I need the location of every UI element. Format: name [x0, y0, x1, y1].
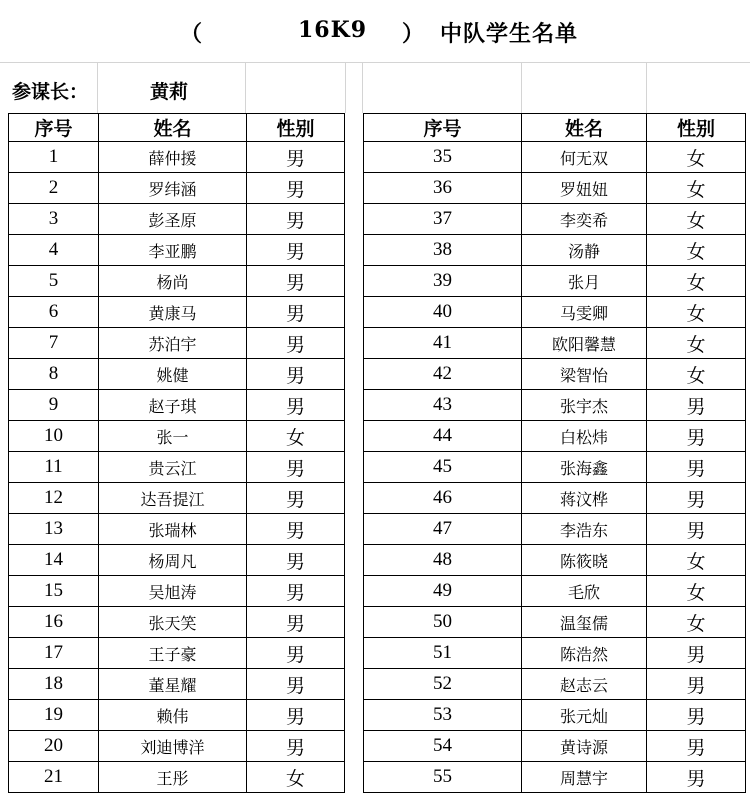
- student-name: 汤静: [522, 235, 647, 266]
- student-gender: 女: [647, 142, 746, 173]
- student-name: 薛仲援: [99, 142, 247, 173]
- title-class-code: 16K9: [298, 17, 368, 43]
- student-name: 赖伟: [99, 700, 247, 731]
- student-number: 14: [9, 545, 99, 576]
- student-name: 吴旭涛: [99, 576, 247, 607]
- student-number: 2: [9, 173, 99, 204]
- table-row: [9, 142, 345, 173]
- student-number: 7: [9, 328, 99, 359]
- student-name: 贵云江: [99, 452, 247, 483]
- student-gender: 女: [647, 545, 746, 576]
- title-paren-left: （: [180, 21, 204, 47]
- student-gender: 男: [247, 266, 345, 297]
- table-row: [364, 266, 746, 297]
- table-row: [364, 762, 746, 793]
- student-number: 9: [9, 390, 99, 421]
- student-name: 张宇杰: [522, 390, 647, 421]
- table-row: [9, 514, 345, 545]
- student-gender: 女: [647, 297, 746, 328]
- table-row: [364, 700, 746, 731]
- table-row: [9, 204, 345, 235]
- student-gender: 男: [647, 731, 746, 762]
- student-name: 张元灿: [522, 700, 647, 731]
- table-row: [364, 452, 746, 483]
- table-row: [9, 638, 345, 669]
- student-name: 黄诗源: [522, 731, 647, 762]
- student-gender: 男: [647, 762, 746, 793]
- student-name: 周慧宇: [522, 762, 647, 793]
- student-name: 赵子琪: [99, 390, 247, 421]
- student-name: 李奕希: [522, 204, 647, 235]
- student-number: 17: [9, 638, 99, 669]
- student-gender: 男: [647, 452, 746, 483]
- student-name: 王彤: [99, 762, 247, 793]
- student-gender: 男: [647, 669, 746, 700]
- student-gender: 男: [247, 514, 345, 545]
- student-number: 20: [9, 731, 99, 762]
- student-name: 罗妞妞: [522, 173, 647, 204]
- student-gender: 女: [647, 576, 746, 607]
- student-number: 21: [9, 762, 99, 793]
- student-number: 54: [364, 731, 522, 762]
- student-name: 张瑞林: [99, 514, 247, 545]
- student-gender: 男: [247, 483, 345, 514]
- student-gender: 男: [247, 359, 345, 390]
- student-name: 刘迪博洋: [99, 731, 247, 762]
- student-gender: 男: [247, 297, 345, 328]
- header-row: [364, 114, 746, 142]
- student-number: 3: [9, 204, 99, 235]
- student-number: 6: [9, 297, 99, 328]
- student-number: 12: [9, 483, 99, 514]
- student-name: 陈筱晓: [522, 545, 647, 576]
- student-gender: 男: [647, 421, 746, 452]
- title-paren-right: ）: [402, 21, 426, 47]
- student-name: 王子豪: [99, 638, 247, 669]
- student-gender: 女: [647, 359, 746, 390]
- student-name: 张海鑫: [522, 452, 647, 483]
- student-name: 张天笑: [99, 607, 247, 638]
- student-number: 35: [364, 142, 522, 173]
- student-gender: 女: [647, 204, 746, 235]
- student-name: 杨周凡: [99, 545, 247, 576]
- student-name: 李浩东: [522, 514, 647, 545]
- student-name: 欧阳馨慧: [522, 328, 647, 359]
- student-gender: 男: [247, 545, 345, 576]
- student-gender: 男: [247, 669, 345, 700]
- student-gender: 男: [247, 142, 345, 173]
- student-gender: 男: [247, 576, 345, 607]
- table-row: [364, 359, 746, 390]
- table-row: [364, 328, 746, 359]
- table-row: [364, 142, 746, 173]
- table-row: [364, 173, 746, 204]
- table-row: [9, 235, 345, 266]
- student-gender: 男: [247, 452, 345, 483]
- student-number: 47: [364, 514, 522, 545]
- student-name: 黄康马: [99, 297, 247, 328]
- student-number: 43: [364, 390, 522, 421]
- student-gender: 男: [247, 700, 345, 731]
- student-name: 李亚鹏: [99, 235, 247, 266]
- student-gender: 男: [247, 390, 345, 421]
- gridline: [345, 63, 346, 113]
- student-number: 50: [364, 607, 522, 638]
- table-row: [9, 452, 345, 483]
- student-number: 46: [364, 483, 522, 514]
- student-gender: 男: [247, 173, 345, 204]
- student-number: 19: [9, 700, 99, 731]
- student-gender: 男: [647, 514, 746, 545]
- roster-table-left: [8, 113, 345, 793]
- student-number: 40: [364, 297, 522, 328]
- col-header-gender: 性别: [647, 114, 746, 142]
- student-name: 彭圣原: [99, 204, 247, 235]
- student-number: 5: [9, 266, 99, 297]
- student-number: 42: [364, 359, 522, 390]
- leader-row: [0, 63, 750, 113]
- student-gender: 男: [247, 638, 345, 669]
- gridline: [362, 63, 363, 113]
- student-name: 梁智怡: [522, 359, 647, 390]
- student-number: 48: [364, 545, 522, 576]
- title-row: [0, 0, 750, 63]
- col-header-gender: 性别: [247, 114, 345, 142]
- student-name: 张一: [99, 421, 247, 452]
- student-name: 赵志云: [522, 669, 647, 700]
- table-row: [9, 576, 345, 607]
- table-row: [364, 669, 746, 700]
- student-number: 39: [364, 266, 522, 297]
- gridline: [245, 63, 246, 113]
- student-number: 36: [364, 173, 522, 204]
- student-number: 15: [9, 576, 99, 607]
- student-name: 苏泊宇: [99, 328, 247, 359]
- student-gender: 男: [247, 731, 345, 762]
- student-name: 何无双: [522, 142, 647, 173]
- col-header-name: 姓名: [99, 114, 247, 142]
- student-name: 张月: [522, 266, 647, 297]
- table-row: [9, 731, 345, 762]
- table-row: [364, 731, 746, 762]
- table-row: [9, 266, 345, 297]
- student-gender: 男: [647, 390, 746, 421]
- student-gender: 男: [247, 235, 345, 266]
- student-gender: 男: [647, 638, 746, 669]
- table-row: [9, 669, 345, 700]
- page-title: 中队学生名单: [440, 21, 579, 47]
- student-name: 杨尚: [99, 266, 247, 297]
- table-row: [364, 421, 746, 452]
- table-row: [364, 204, 746, 235]
- table-row: [364, 297, 746, 328]
- student-number: 49: [364, 576, 522, 607]
- student-number: 11: [9, 452, 99, 483]
- student-name: 陈浩然: [522, 638, 647, 669]
- leader-label: 参谋长：: [12, 81, 89, 103]
- student-gender: 男: [647, 700, 746, 731]
- gridline: [646, 63, 647, 113]
- table-row: [9, 297, 345, 328]
- student-number: 10: [9, 421, 99, 452]
- student-gender: 男: [647, 483, 746, 514]
- student-number: 44: [364, 421, 522, 452]
- table-row: [364, 576, 746, 607]
- student-name: 蒋汶桦: [522, 483, 647, 514]
- table-row: [9, 700, 345, 731]
- table-row: [364, 514, 746, 545]
- table-row: [9, 173, 345, 204]
- student-number: 38: [364, 235, 522, 266]
- student-name: 白松炜: [522, 421, 647, 452]
- table-row: [9, 328, 345, 359]
- student-gender: 女: [247, 421, 345, 452]
- student-gender: 女: [647, 328, 746, 359]
- table-row: [364, 545, 746, 576]
- col-header-no: 序号: [9, 114, 99, 142]
- student-name: 罗纬涵: [99, 173, 247, 204]
- col-header-no: 序号: [364, 114, 522, 142]
- student-number: 52: [364, 669, 522, 700]
- student-number: 37: [364, 204, 522, 235]
- student-name: 董星耀: [99, 669, 247, 700]
- student-number: 4: [9, 235, 99, 266]
- student-gender: 女: [647, 266, 746, 297]
- student-name: 达吾提江: [99, 483, 247, 514]
- table-row: [9, 545, 345, 576]
- header-row: [9, 114, 345, 142]
- student-name: 温玺儒: [522, 607, 647, 638]
- student-number: 55: [364, 762, 522, 793]
- table-row: [364, 235, 746, 266]
- student-number: 16: [9, 607, 99, 638]
- table-row: [9, 359, 345, 390]
- table-row: [364, 638, 746, 669]
- col-header-name: 姓名: [522, 114, 647, 142]
- table-row: [364, 483, 746, 514]
- table-row: [9, 762, 345, 793]
- table-row: [364, 390, 746, 421]
- roster-table-right: [363, 113, 746, 793]
- table-row: [364, 607, 746, 638]
- student-name: 马雯卿: [522, 297, 647, 328]
- student-gender: 男: [247, 328, 345, 359]
- student-number: 41: [364, 328, 522, 359]
- student-name: 姚健: [99, 359, 247, 390]
- student-gender: 男: [247, 607, 345, 638]
- leader-name: 黄莉: [150, 81, 189, 103]
- student-gender: 女: [247, 762, 345, 793]
- student-gender: 女: [647, 173, 746, 204]
- student-name: 毛欣: [522, 576, 647, 607]
- student-number: 8: [9, 359, 99, 390]
- student-gender: 女: [647, 607, 746, 638]
- student-number: 1: [9, 142, 99, 173]
- table-row: [9, 390, 345, 421]
- student-number: 13: [9, 514, 99, 545]
- student-number: 45: [364, 452, 522, 483]
- student-number: 51: [364, 638, 522, 669]
- table-row: [9, 607, 345, 638]
- student-gender: 女: [647, 235, 746, 266]
- student-number: 18: [9, 669, 99, 700]
- gridline: [97, 63, 98, 113]
- student-gender: 男: [247, 204, 345, 235]
- student-number: 53: [364, 700, 522, 731]
- table-row: [9, 421, 345, 452]
- table-row: [9, 483, 345, 514]
- gridline: [521, 63, 522, 113]
